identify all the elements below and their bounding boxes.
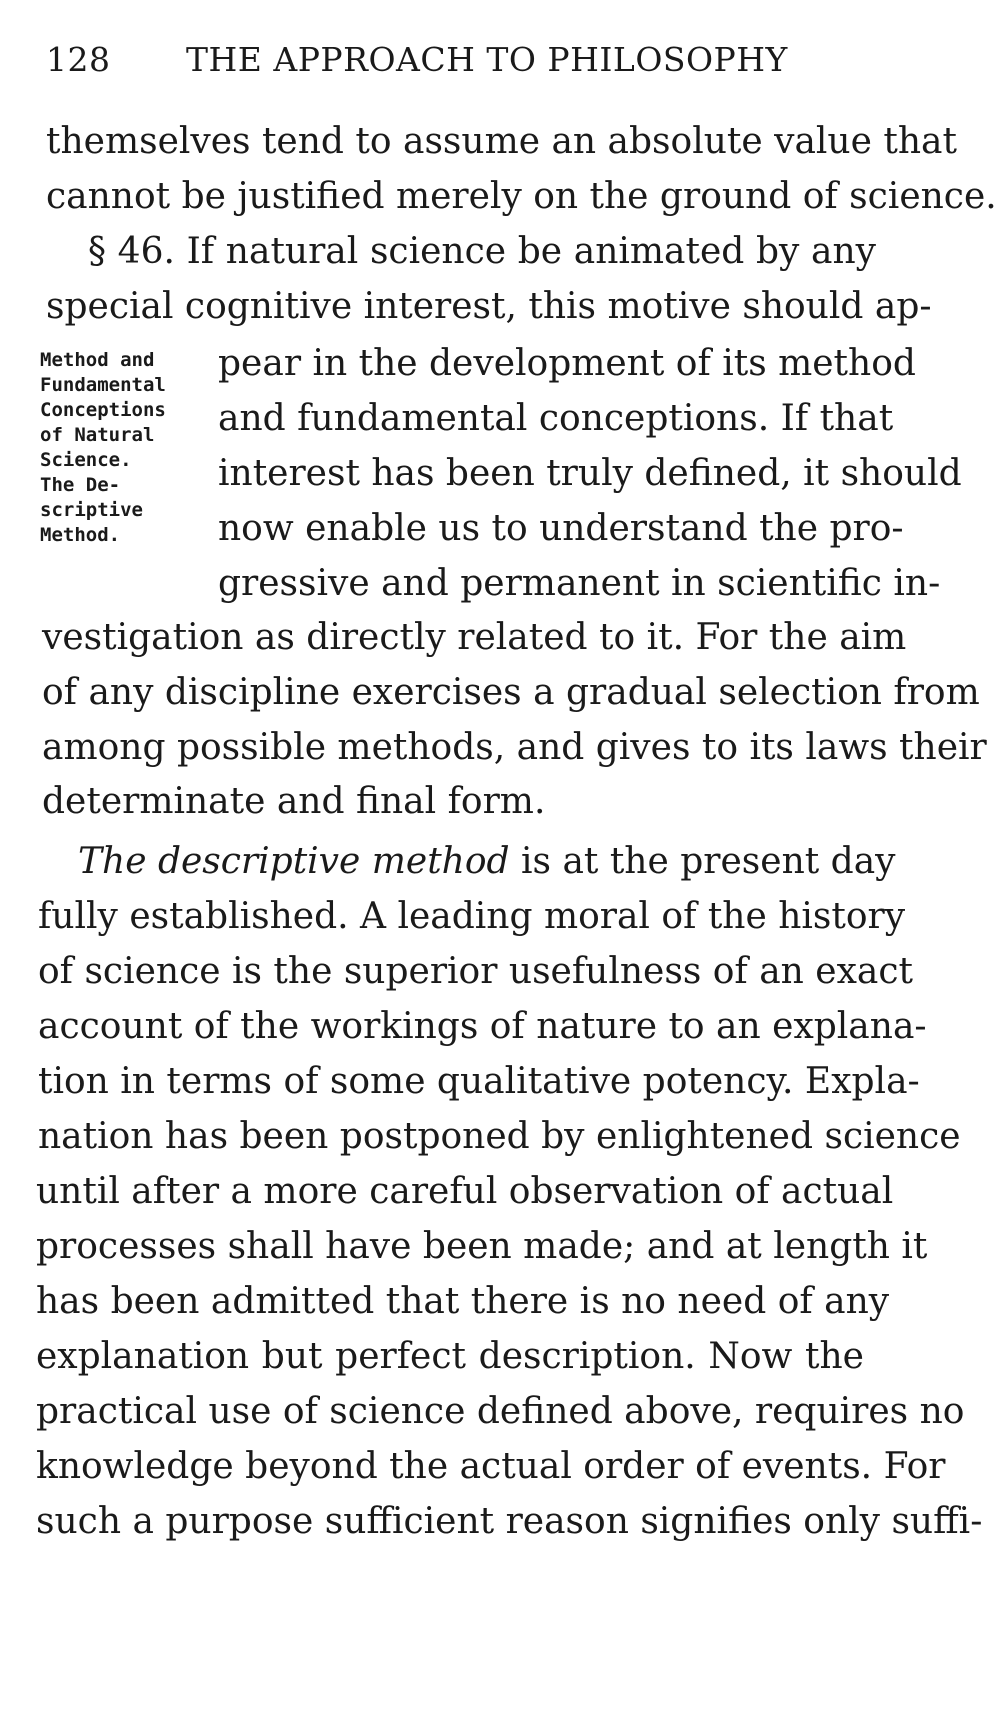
text-line: until after a more careful observation of actual: [36, 1171, 894, 1212]
text-line: special cognitive interest, this motive should ap-: [46, 286, 932, 327]
text-line: explanation but perfect description. Now the: [36, 1336, 864, 1377]
running-header: [46, 40, 876, 90]
text-line: practical use of science defined above, requires no: [36, 1391, 965, 1432]
margin-note-line: The De-: [40, 474, 121, 496]
text-line: [78, 834, 896, 889]
margin-note-line: Fundamental: [40, 374, 166, 396]
text-line: interest has been truly defined, it should: [218, 453, 962, 494]
text-line: determinate and final form.: [42, 781, 546, 822]
text-line: gressive and permanent in scientific in-: [218, 563, 941, 604]
text-line: nation has been postponed by enlightened science: [38, 1116, 961, 1157]
margin-note-line: scriptive: [40, 499, 143, 521]
text-line: knowledge beyond the actual order of events. For: [36, 1446, 946, 1487]
margin-note-line: Method.: [40, 524, 121, 546]
text-span: is at the present day: [509, 841, 896, 882]
text-line: tion in terms of some qualitative potency. Expla-: [38, 1061, 920, 1102]
text-line: has been admitted that there is no need of any: [36, 1281, 890, 1322]
running-title: THE APPROACH TO PHILOSOPHY: [186, 40, 788, 79]
text-line: account of the workings of nature to an explana-: [38, 1006, 927, 1047]
margin-note-line: Method and: [40, 349, 155, 371]
text-line: such a purpose sufficient reason signifies only suffi-: [36, 1501, 983, 1542]
margin-note-line: of Natural: [40, 424, 155, 446]
text-line: cannot be justified merely on the ground of science.: [46, 176, 997, 217]
page-number: 128: [46, 40, 111, 79]
text-line: now enable us to understand the pro-: [218, 508, 904, 549]
text-line: among possible methods, and gives to its laws their: [42, 727, 987, 768]
section-heading-line: § 46. If natural science be animated by any: [88, 231, 876, 272]
margin-note: [40, 348, 210, 548]
text-line: of any discipline exercises a gradual selection from: [42, 672, 980, 713]
text-line: pear in the development of its method: [218, 343, 916, 384]
italic-term: The descriptive method: [78, 841, 510, 882]
text-line: and fundamental conceptions. If that: [218, 398, 894, 439]
margin-note-line: Conceptions: [40, 399, 166, 421]
text-line: vestigation as directly related to it. For the aim: [42, 617, 907, 658]
text-line: themselves tend to assume an absolute value that: [46, 121, 957, 162]
text-line: of science is the superior usefulness of an exact: [38, 951, 913, 992]
text-line: processes shall have been made; and at length it: [36, 1226, 928, 1267]
text-line: fully established. A leading moral of the history: [38, 896, 906, 937]
margin-note-line: Science.: [40, 449, 132, 471]
